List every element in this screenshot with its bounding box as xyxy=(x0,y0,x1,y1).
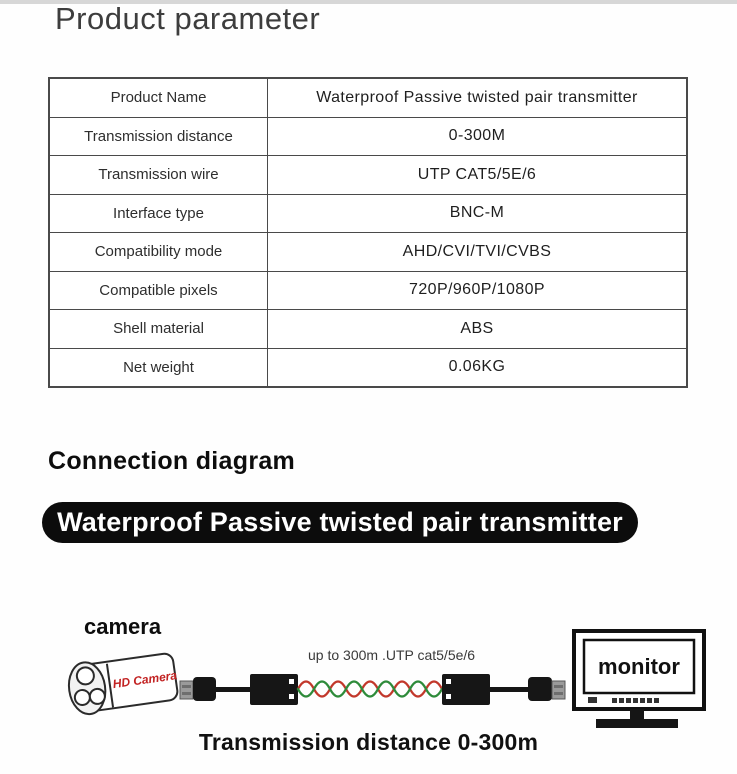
product-banner: Waterproof Passive twisted pair transmitter xyxy=(42,502,638,543)
spec-value: AHD/CVI/TVI/CVBS xyxy=(268,233,688,272)
transmission-distance-caption: Transmission distance 0-300m xyxy=(198,729,539,755)
table-row xyxy=(49,194,687,233)
cable-left xyxy=(216,687,250,692)
spec-table xyxy=(48,77,688,388)
table-row xyxy=(49,233,687,272)
camera-label: camera xyxy=(84,614,162,639)
hd-camera-badge: HD Camera xyxy=(111,668,178,692)
camera-icon xyxy=(56,640,196,728)
spec-label: Net weight xyxy=(49,348,268,387)
spec-label: Compatible pixels xyxy=(49,271,268,310)
spec-label: Transmission wire xyxy=(49,156,268,195)
cable-length-note: up to 300m .UTP cat5/5e/6 xyxy=(308,647,476,663)
monitor-label: monitor xyxy=(598,654,680,679)
spec-value: 0-300M xyxy=(268,117,688,156)
spec-label: Shell material xyxy=(49,310,268,349)
table-row xyxy=(49,78,687,117)
spec-label: Product Name xyxy=(49,78,268,117)
cable-right xyxy=(490,687,528,692)
table-row xyxy=(49,348,687,387)
spec-label: Transmission distance xyxy=(49,117,268,156)
monitor-stand-base xyxy=(596,719,678,728)
table-row xyxy=(49,310,687,349)
transmitter-left xyxy=(250,674,298,705)
table-row xyxy=(49,271,687,310)
page-title: Product parameter xyxy=(55,1,321,36)
spec-value: 720P/960P/1080P xyxy=(268,271,688,310)
transmitter-link-diagram xyxy=(178,668,568,716)
wire-red xyxy=(298,682,442,697)
transmitter-right xyxy=(442,674,490,705)
twisted-pair-wire xyxy=(298,682,442,697)
wire-green xyxy=(298,682,442,697)
table-row xyxy=(49,117,687,156)
spec-value: 0.06KG xyxy=(268,348,688,387)
spec-label: Interface type xyxy=(49,194,268,233)
spec-label: Compatibility mode xyxy=(49,233,268,272)
spec-value: BNC-M xyxy=(268,194,688,233)
table-row xyxy=(49,156,687,195)
spec-value: ABS xyxy=(268,310,688,349)
spec-value: Waterproof Passive twisted pair transmitter xyxy=(268,78,688,117)
monitor-icon xyxy=(568,626,710,728)
bnc-connector-left xyxy=(180,677,216,701)
connection-section-title: Connection diagram xyxy=(48,447,296,475)
bnc-connector-right xyxy=(528,677,565,701)
spec-value: UTP CAT5/5E/6 xyxy=(268,156,688,195)
